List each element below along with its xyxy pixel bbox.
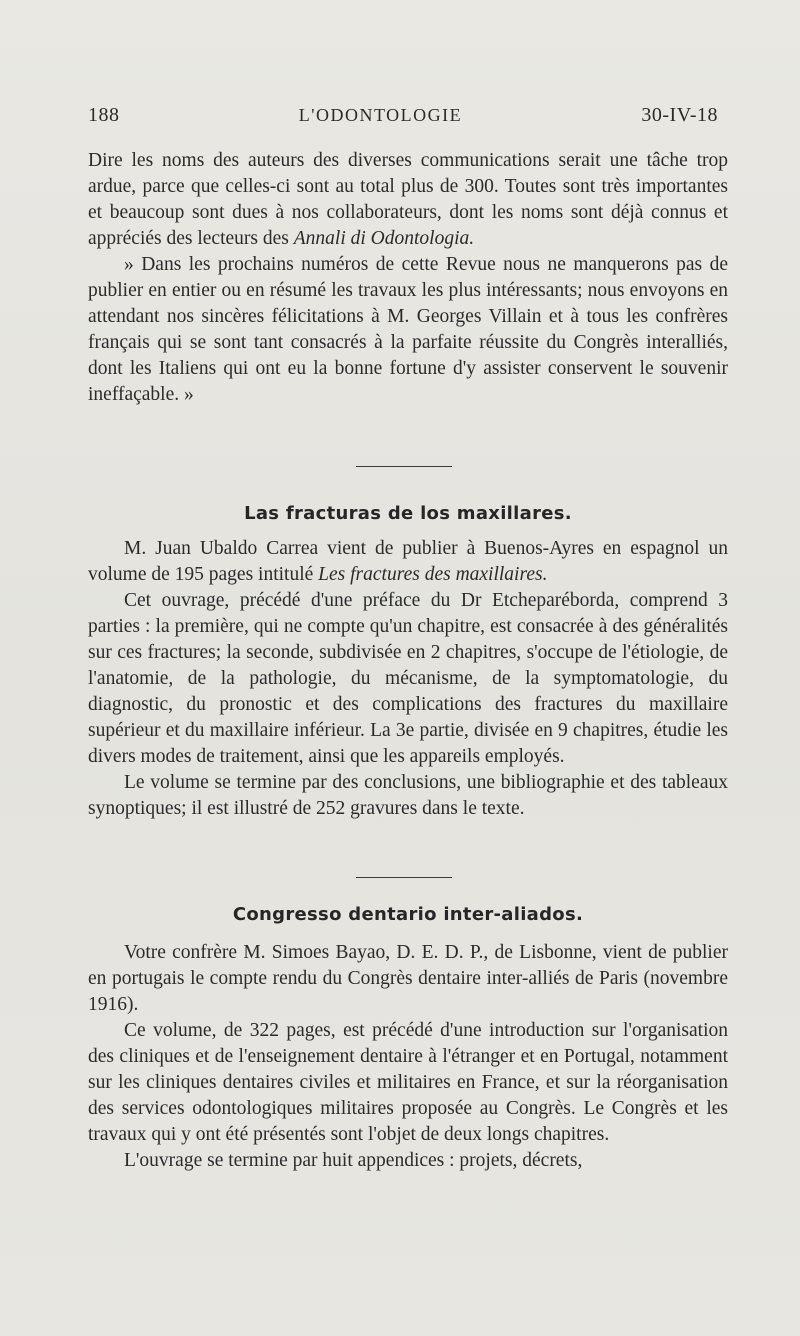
paragraph: L'ouvrage se termine par huit appendices : projets, décrets, xyxy=(124,1150,583,1171)
book-title: Les fractures des maxillaires. xyxy=(318,564,548,585)
page-number: 188 xyxy=(88,104,120,126)
paragraph: M. Juan Ubaldo Carrea vient de publier à Buenos-Ayres en espagnol un volume de 195 pages intitulé Les fractures des maxillaires. xyxy=(88,538,728,585)
section-title: Las fracturas de los maxillares. xyxy=(244,503,572,524)
running-header xyxy=(88,104,718,134)
journal-title: L'ODONTOLOGIE xyxy=(298,105,463,125)
section-body xyxy=(88,940,728,1174)
section-title: Congresso dentario inter-aliados. xyxy=(232,904,584,925)
continued-text xyxy=(88,148,728,408)
section-divider xyxy=(356,466,452,467)
paragraph: Votre confrère M. Simoes Bayao, D. E. D. P., de Lisbonne, vient de publier en portugais le compte rendu du Congrès dentaire inter-alliés de Paris (novembre 1916). xyxy=(88,942,728,1015)
issue-date: 30-IV-18 xyxy=(641,104,718,126)
paragraph: » Dans les prochains numéros de cette Revue nous ne manquerons pas de publier en entier ou en résumé les travaux les plus intéressants; nous envoyons en attendant nos sincères félicitations à M. Georges Villain et à tous les confrères français qui se sont tant consacrés à la parfaite réussite du Congrès interalliés, dont les Italiens qui ont eu la bonne fortune d'y assister conservent le souvenir ineffaçable. » xyxy=(88,254,728,405)
paragraph: Cet ouvrage, précédé d'une préface du Dr Etcheparéborda, comprend 3 parties : la première, qui ne compte qu'un chapitre, est consacrée à des généralités sur ces fractures; la seconde, subdivisée en 2 chapitres, s'occupe de l'étiologie, de l'anatomie, de la pathologie, du mécanisme, de la symptomatologie, du diagnostic, du pronostic et des complications des fractures du maxillaire supérieur et du maxillaire inférieur. La 3e partie, divisée en 9 chapitres, étudie les divers modes de traitement, ainsi que les appareils employés. xyxy=(88,590,728,767)
paragraph: Dire les noms des auteurs des diverses communications serait une tâche trop ardue, parce que celles-ci sont au total plus de 300. Toutes sont très importantes et beaucoup sont dues à nos collaborateurs, dont les noms sont déjà connus et appréciés des lecteurs des Annali di Odontologia. xyxy=(88,150,728,249)
section-body xyxy=(88,536,728,822)
journal-citation: Annali di Odontologia. xyxy=(293,228,475,249)
paragraph: Le volume se termine par des conclusions, une bibliographie et des tableaux synoptiques; il est illustré de 252 gravures dans le texte. xyxy=(88,772,728,819)
paragraph: Ce volume, de 322 pages, est précédé d'une introduction sur l'organisation des cliniques et de l'enseignement dentaire à l'étranger et en Portugal, notamment sur les cliniques dentaires civiles et militaires en France, et sur la réorganisation des services odontologiques militaires proposée au Congrès. Le Congrès et les travaux qui y ont été présentés sont l'objet de deux longs chapitres. xyxy=(88,1020,728,1145)
section-divider xyxy=(356,877,452,878)
